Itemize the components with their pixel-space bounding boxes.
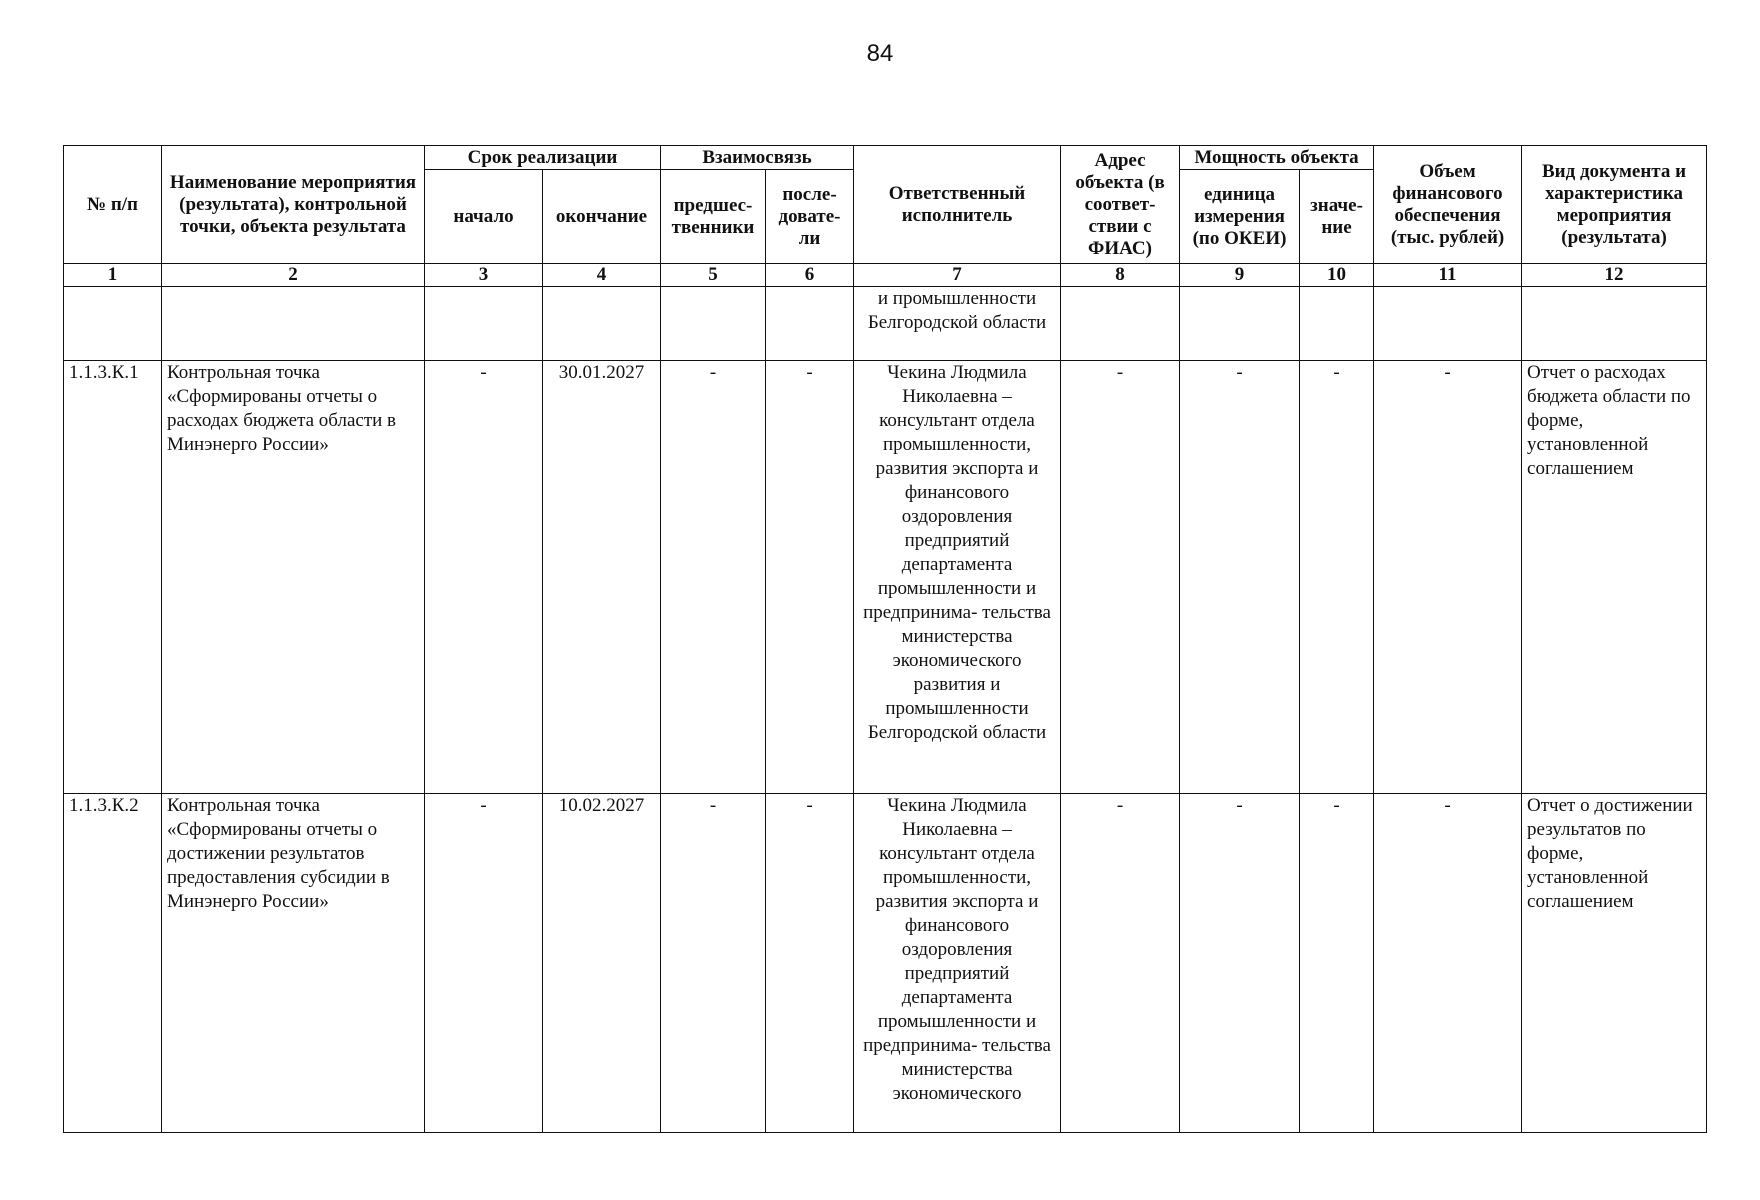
row-finance: -	[1374, 794, 1522, 1133]
column-number: 7	[854, 264, 1061, 287]
header-link-group: Взаимосвязь	[661, 146, 854, 170]
column-number: 10	[1300, 264, 1374, 287]
column-number: 3	[425, 264, 543, 287]
row-predecessors: -	[661, 361, 766, 794]
row-successors: -	[766, 794, 854, 1133]
column-number: 1	[64, 264, 162, 287]
row-document: Отчет о достижении результатов по форме, установленной соглашением	[1522, 794, 1707, 1133]
header-end: окончание	[543, 170, 661, 264]
header-start: начало	[425, 170, 543, 264]
column-number: 12	[1522, 264, 1707, 287]
table-row	[64, 361, 1707, 794]
header-successors: после- довате- ли	[766, 170, 854, 264]
row-unit: -	[1180, 794, 1300, 1133]
header-term-group: Срок реализации	[425, 146, 661, 170]
column-number: 2	[162, 264, 425, 287]
column-number: 11	[1374, 264, 1522, 287]
header-finance: Объем финансового обеспечения (тыс. рублей)	[1374, 146, 1522, 264]
column-number: 9	[1180, 264, 1300, 287]
header-address: Адрес объекта (в соответ- ствии с ФИАС)	[1061, 146, 1180, 264]
row-end: 10.02.2027	[543, 794, 661, 1133]
header-row-top	[64, 146, 1707, 170]
row-value: -	[1300, 361, 1374, 794]
row-document: Отчет о расходах бюджета области по форме, установленной соглашением	[1522, 361, 1707, 794]
column-number-row	[64, 264, 1707, 287]
plan-table	[63, 145, 1707, 1133]
row-finance: -	[1374, 361, 1522, 794]
column-number: 8	[1061, 264, 1180, 287]
continuation-executor: и промышленности Белгородской области	[854, 287, 1061, 361]
header-unit: единица измерения (по ОКЕИ)	[1180, 170, 1300, 264]
page-number: 84	[866, 40, 894, 67]
row-address: -	[1061, 794, 1180, 1133]
header-executor: Ответственный исполнитель	[854, 146, 1061, 264]
row-name: Контрольная точка «Сформированы отчеты о расходах бюджета области в Минэнерго России»	[162, 361, 425, 794]
row-address: -	[1061, 361, 1180, 794]
row-executor: Чекина Людмила Николаевна – консультант отдела промышленности, развития экспорта и финансового оздоровления предприятий департамента промышленности и предпринима- тельства министерства экономического развития и промышленности Белгородской области	[854, 361, 1061, 794]
table-row	[64, 794, 1707, 1133]
row-name: Контрольная точка «Сформированы отчеты о достижении результатов предоставления субсидии в Минэнерго России»	[162, 794, 425, 1133]
header-no: № п/п	[64, 146, 162, 264]
row-end: 30.01.2027	[543, 361, 661, 794]
continuation-row	[64, 287, 1707, 361]
row-number: 1.1.3.К.2	[64, 794, 162, 1133]
row-start: -	[425, 794, 543, 1133]
header-power-group: Мощность объекта	[1180, 146, 1374, 170]
row-value: -	[1300, 794, 1374, 1133]
row-executor: Чекина Людмила Николаевна – консультант отдела промышленности, развития экспорта и финансового оздоровления предприятий департамента промышленности и предпринима- тельства министерства экономического	[854, 794, 1061, 1133]
header-document: Вид документа и характеристика мероприятия (результата)	[1522, 146, 1707, 264]
row-unit: -	[1180, 361, 1300, 794]
row-successors: -	[766, 361, 854, 794]
column-number: 4	[543, 264, 661, 287]
row-predecessors: -	[661, 794, 766, 1133]
row-number: 1.1.3.К.1	[64, 361, 162, 794]
column-number: 6	[766, 264, 854, 287]
row-start: -	[425, 361, 543, 794]
column-number: 5	[661, 264, 766, 287]
header-value: значе- ние	[1300, 170, 1374, 264]
header-predecessors: предшес- твенники	[661, 170, 766, 264]
header-name: Наименование мероприятия (результата), контрольной точки, объекта результата	[162, 146, 425, 264]
